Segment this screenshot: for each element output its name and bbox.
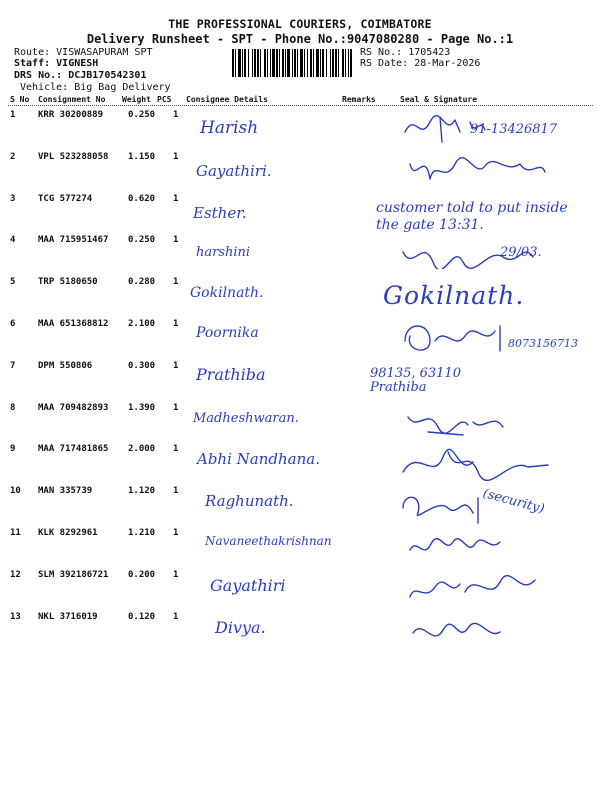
rs-date-line xyxy=(360,58,480,70)
row-consignee: Navaneethakrishnan xyxy=(205,534,332,548)
row-consignee: Raghunath. xyxy=(205,492,294,511)
signature-scribble xyxy=(405,154,550,188)
barcode-bar xyxy=(342,49,344,77)
row-sno: 12 xyxy=(10,569,21,580)
seal-text: 8073156713 xyxy=(508,337,578,350)
barcode-bar xyxy=(279,49,280,77)
company-name: THE PROFESSIONAL COURIERS, COIMBATORE xyxy=(168,17,432,31)
row-sno: 4 xyxy=(10,235,16,246)
barcode-bar xyxy=(316,49,319,77)
barcode-bar xyxy=(257,49,259,77)
row-pcs: 1 xyxy=(173,110,179,120)
vehicle-line xyxy=(20,82,171,94)
row-consignment: MAA 651368812 xyxy=(38,319,109,329)
barcode-bar xyxy=(300,49,303,77)
row-consignment: SLM 392186721 xyxy=(38,569,109,580)
col-sno: S No xyxy=(10,95,30,104)
barcode-bar xyxy=(242,49,243,77)
barcode-bar xyxy=(260,49,261,77)
barcode-bar xyxy=(350,49,352,77)
row-consignment: KRR 30200889 xyxy=(38,110,104,120)
barcode-bar xyxy=(282,49,284,77)
signature-scribble xyxy=(398,488,488,526)
row-consignment: TCG 577274 xyxy=(38,193,93,204)
row-sno: 8 xyxy=(10,402,16,413)
drs-value: DCJB170542301 xyxy=(68,70,147,81)
row-sno: 9 xyxy=(10,444,16,455)
rs-no-label: RS No.: xyxy=(360,47,403,58)
signature-scribble xyxy=(403,407,508,441)
staff-value: VIGNESH xyxy=(56,58,99,69)
vehicle-label: Vehicle: xyxy=(20,82,69,93)
row-weight: 1.390 xyxy=(128,402,156,413)
barcode-bar xyxy=(297,49,298,77)
rs-date-value: 28-Mar-2026 xyxy=(414,58,481,69)
row-pcs: 1 xyxy=(173,444,179,455)
signature-scribble xyxy=(408,618,508,648)
row-pcs: 1 xyxy=(173,611,179,622)
row-consignee: Esther. xyxy=(193,203,247,222)
barcode-bar xyxy=(287,49,290,77)
row-consignment: MAA 709482893 xyxy=(38,402,109,413)
barcode-bar xyxy=(330,49,331,77)
seal-text: 91-13426817 xyxy=(470,122,558,137)
row-consignee: Prathiba xyxy=(196,364,266,384)
drs-label: DRS No.: xyxy=(14,70,63,81)
barcode-bar xyxy=(310,49,312,77)
signature-scribble xyxy=(400,321,510,357)
barcode-bar xyxy=(304,49,305,77)
barcode-bar xyxy=(338,49,339,77)
barcode-bar xyxy=(322,49,324,77)
row-weight: 1.150 xyxy=(128,151,156,162)
staff-label: Staff: xyxy=(14,58,51,69)
barcode-bar xyxy=(294,49,296,77)
drs-line xyxy=(14,70,146,82)
barcode-bar xyxy=(285,49,286,77)
row-sno: 1 xyxy=(10,110,16,120)
col-pcs: PCS xyxy=(157,95,172,104)
row-consignee: Divya. xyxy=(215,617,266,637)
barcode-bar xyxy=(335,49,337,77)
signature-scribble xyxy=(405,572,540,608)
row-pcs: 1 xyxy=(173,151,179,162)
barcode-bar xyxy=(252,49,253,77)
vehicle-value: Big Bag Delivery xyxy=(74,82,171,93)
row-consignment: KLK 8292961 xyxy=(38,528,98,538)
row-weight: 0.300 xyxy=(128,360,156,371)
row-consignee: Gayathiri xyxy=(210,575,286,595)
row-sno: 5 xyxy=(10,277,16,288)
row-weight: 0.200 xyxy=(128,569,156,580)
row-consignee: Harish xyxy=(200,118,259,138)
signature-scribble xyxy=(405,532,505,560)
col-seal: Seal & Signature xyxy=(400,95,478,104)
row-weight: 1.120 xyxy=(128,486,156,497)
barcode-bar xyxy=(235,49,236,77)
row-consignment: TRP 5180650 xyxy=(38,277,98,288)
route-value: VISWASAPURAM SPT xyxy=(56,47,153,58)
row-pcs: 1 xyxy=(173,319,179,329)
row-consignment: NKL 3716019 xyxy=(38,611,98,622)
seal-text: 98135, 63110 Prathiba xyxy=(370,365,461,395)
row-weight: 0.250 xyxy=(128,110,156,120)
row-sno: 7 xyxy=(10,360,16,371)
row-consignee: Gayathiri. xyxy=(196,161,272,180)
barcode-bar xyxy=(307,49,308,77)
row-weight: 0.280 xyxy=(128,277,156,288)
row-weight: 2.000 xyxy=(128,444,156,455)
col-consignee: Consignee Details xyxy=(186,95,268,104)
barcode xyxy=(232,49,352,77)
header-rule xyxy=(8,105,593,106)
staff-line xyxy=(14,58,98,70)
seal-text: 29/03. xyxy=(500,245,542,261)
barcode-bar xyxy=(264,49,266,77)
barcode-bar xyxy=(254,49,256,77)
barcode-bar xyxy=(244,49,246,77)
col-weight: Weight xyxy=(122,95,151,104)
row-weight: 1.210 xyxy=(128,528,156,538)
signature-scribble xyxy=(398,447,553,481)
row-pcs: 1 xyxy=(173,235,179,246)
barcode-bar xyxy=(232,49,234,77)
row-weight: 0.250 xyxy=(128,235,156,246)
row-sno: 3 xyxy=(10,193,16,204)
barcode-bar xyxy=(270,49,271,77)
runsheet-title: Delivery Runsheet - SPT - Phone No.:9047080280 - Page No.:1 xyxy=(86,32,514,46)
barcode-bar xyxy=(348,49,349,77)
row-consignee: Gokilnath. xyxy=(190,285,264,302)
seal-text: (security) xyxy=(481,486,546,518)
row-weight: 0.120 xyxy=(128,611,156,622)
row-sno: 10 xyxy=(10,486,21,497)
row-sno: 11 xyxy=(10,528,21,538)
seal-text: customer told to put inside the gate 13:31. xyxy=(376,199,568,233)
barcode-bar xyxy=(345,49,346,77)
row-pcs: 1 xyxy=(173,360,179,371)
barcode-bar xyxy=(326,49,327,77)
row-sno: 13 xyxy=(10,611,21,622)
row-weight: 2.100 xyxy=(128,319,156,329)
barcode-bar xyxy=(238,49,241,77)
row-consignee: Poornika xyxy=(196,325,259,341)
barcode-bar xyxy=(313,49,314,77)
barcode-bar xyxy=(276,49,278,77)
row-pcs: 1 xyxy=(173,277,179,288)
col-consignment: Consignment No xyxy=(38,95,106,104)
row-consignment: MAA 717481865 xyxy=(38,444,109,455)
barcode-bar xyxy=(320,49,321,77)
row-pcs: 1 xyxy=(173,569,179,580)
rs-date-label: RS Date: xyxy=(360,58,409,69)
row-pcs: 1 xyxy=(173,402,179,413)
row-weight: 0.620 xyxy=(128,193,156,204)
barcode-bar xyxy=(332,49,334,77)
route-label: Route: xyxy=(14,47,51,58)
row-consignment: VPL 523288058 xyxy=(38,151,109,162)
barcode-bar xyxy=(292,49,293,77)
row-sno: 6 xyxy=(10,319,16,329)
row-pcs: 1 xyxy=(173,528,179,538)
row-consignment: MAA 715951467 xyxy=(38,235,109,246)
barcode-bar xyxy=(267,49,268,77)
seal-text: Gokilnath. xyxy=(383,281,525,311)
rs-no-value: 1705423 xyxy=(408,47,451,58)
barcode-bar xyxy=(272,49,275,77)
row-consignee: harshini xyxy=(196,245,251,261)
row-consignee: Madheshwaran. xyxy=(193,410,299,426)
row-consignee: Abhi Nandhana. xyxy=(197,450,320,469)
row-sno: 2 xyxy=(10,151,16,162)
barcode-bar xyxy=(248,49,249,77)
row-pcs: 1 xyxy=(173,486,179,497)
row-pcs: 1 xyxy=(173,193,179,204)
row-consignment: DPM 550806 xyxy=(38,360,93,371)
row-consignment: MAN 335739 xyxy=(38,486,93,497)
col-remarks: Remarks xyxy=(342,95,376,104)
